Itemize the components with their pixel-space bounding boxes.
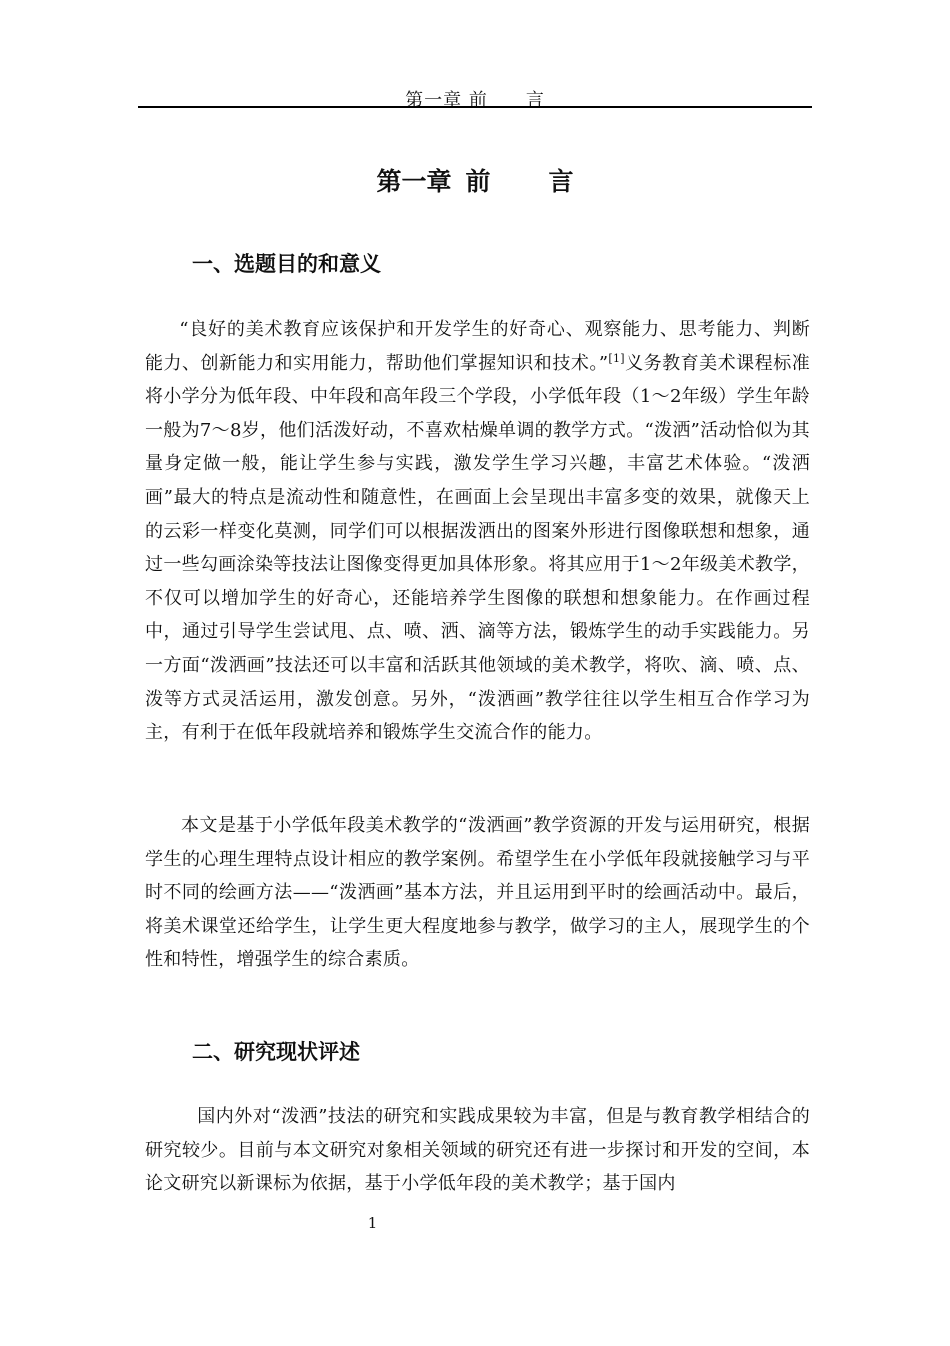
chapter-title-word-2: 言 xyxy=(548,167,574,196)
section-heading-2: 二、研究现状评述 xyxy=(192,1040,360,1064)
section1-paragraph-1 xyxy=(145,313,810,750)
section-heading-1: 一、选题目的和意义 xyxy=(192,252,381,276)
running-header: 第一章 前 言 xyxy=(405,90,545,111)
page-number: 1 xyxy=(367,1214,378,1232)
chapter-title-number: 第一章 xyxy=(376,167,452,196)
section1-paragraph-2: 本文是基于小学低年段美术教学的“泼洒画”教学资源的开发与运用研究，根据学生的心理生理特点设计相应的教学案例。希望学生在小学低年段就接触学习与平时不同的绘画方法——“泼洒画”基本方法，并且运用到平时的绘画活动中。最后，将美术课堂还给学生，让学生更大程度地参与教学，做学习的主人，展现学生的个性和特性，增强学生的综合素质。 xyxy=(145,815,810,971)
header-rule xyxy=(138,106,812,108)
citation-marker[interactable]: [1] xyxy=(608,351,625,365)
chapter-title xyxy=(0,162,950,198)
section1-paragraph-1-quote: “良好的美术教育应该保护和开发学生的好奇心、观察能力、思考能力、判断能力、创新能力和实用能力，帮助他们掌握知识和技术。” xyxy=(145,319,810,374)
chapter-title-word-1: 前 xyxy=(465,167,491,196)
section2-paragraph-1: 国内外对“泼洒”技法的研究和实践成果较为丰富，但是与教育教学相结合的研究较少。目前与本文研究对象相关领域的研究还有进一步探讨和开发的空间，本论文研究以新课标为依据，基于小学低年段的美术教学；基于国内 xyxy=(145,1106,810,1195)
section1-paragraph-1-body: 义务教育美术课程标准将小学分为低年段、中年段和高年段三个学段，小学低年段（1～2年级）学生年龄一般为7～8岁，他们活泼好动，不喜欢枯燥单调的教学方式。“泼洒”活动恰似为其量身定做一般，能让学生参与实践，激发学生学习兴趣，丰富艺术体验。“泼洒画”最大的特点是流动性和随意性，在画面上会呈现出丰富多变的效果，就像天上的云彩一样变化莫测，同学们可以根据泼洒出的图案外形进行图像联想和想象，通过一些勾画涂染等技法让图像变得更加具体形象。将其应用于1～2年级美术教学，不仅可以增加学生的好奇心，还能培养学生图像的联想和想象能力。在作画过程中，通过引导学生尝试甩、点、喷、洒、滴等方法，锻炼学生的动手实践能力。另一方面“泼洒画”技法还可以丰富和活跃其他领域的美术教学，将吹、滴、喷、点、泼等方式灵活运用，激发创意。另外，“泼洒画”教学往往以学生相互合作学习为主，有利于在低年段就培养和锻炼学生交流合作的能力。 xyxy=(145,352,811,744)
